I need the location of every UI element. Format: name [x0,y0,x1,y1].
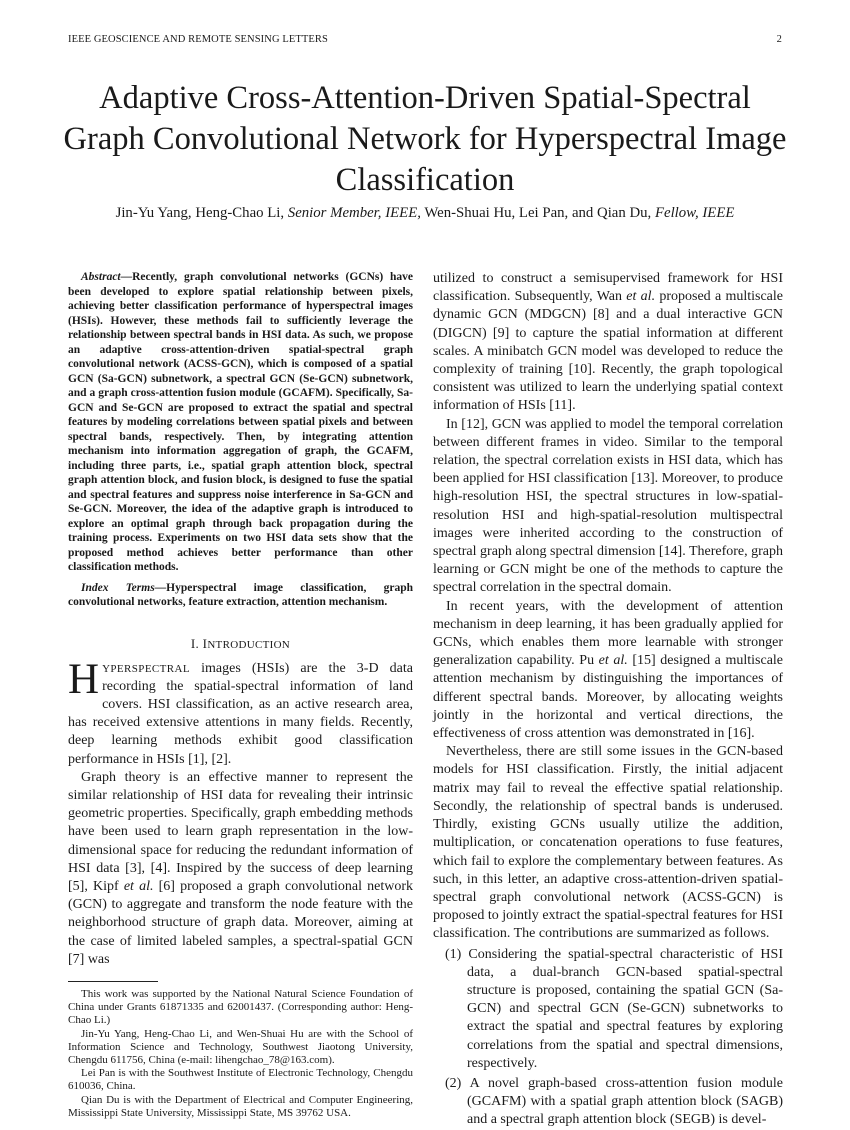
footnote-affiliation-2: Lei Pan is with the Southwest Institute of Electronic Technology, Chengdu 610036, China. [68,1067,413,1093]
intro-paragraph-2: Graph theory is an effective manner to represent the similar relationship of HSI data for revealing their intrinsic geometric properties. Specifically, graph embedding methods have been used to learn graph representation in the low-dimensional space for reducing the redundant information of HSI data [3], [4]. Inspired by the success of deep learning [5], Kipf et al. [6] proposed a graph convolutional network (GCN) to aggregate and transform the node feature with the neighborhood structure of graph data. Moreover, aiming at the case of limited labeled samples, a spectral-spatial GCN [7] was [68,769,413,967]
lead-smallcaps: YPERSPECTRAL [102,662,190,675]
footnote-rule [68,981,158,982]
left-column [68,270,413,1120]
abstract: Abstract—Recently, graph convolutional networks (GCNs) have been developed to explore spatial relationship between pixels, achieving better classification performance of hyperspectral images (HSIs). However, these methods fail to sufficiently leverage the relationship between spectral bands in HSI data. As such, we propose an adaptive cross-attention-driven spatial-spectral graph convolutional network (ACSS-GCN), which is composed of a spatial GCN (Sa-GCN) subnetwork, a spectral GCN (Se-GCN) subnetwork, and a graph cross-attention fusion module (GCAFM). Specifically, Sa-GCN and Se-GCN are proposed to extract the spatial and spectral features by modeling correlations between spatial pixels and between spectral bands, respectively. Then, by integrating attention mechanism into information aggregation of graph, the GCAFM, including three parts, i.e., spatial graph attention block, spectral graph attention block, and fusion block, is designed to fuse the spatial and spectral features and suppress noise interference in Sa-GCN and Se-GCN. Moreover, the idea of the adaptive graph is introduced to explore an optimal graph through back propagation during the training process. Experiments on two HSI data sets show that the proposed method achieves better performance than other classification methods. [68,271,413,573]
author-role-1: Senior Member, IEEE, [287,205,421,221]
abstract-text: Recently, graph convolutional networks (GCNs) have been developed to explore spatial relationship between pixels, achieving better classification performance of hyperspectral images (HSIs). However, these methods fail to sufficiently leverage the relationship between spectral bands in HSI data. As such, we propose an adaptive cross-attention-driven spatial-spectral graph convolutional network (ACSS-GCN), which is composed of a spatial GCN (Sa-GCN) subnetwork, a spectral GCN (Se-GCN) subnetwork, and a graph cross-attention fusion module (GCAFM). Specifically, Sa-GCN and Se-GCN are proposed to extract the spatial and spectral features by modeling correlations between spatial pixels and between spectral bands, respectively. Then, by integrating attention mechanism into information aggregation of graph, the GCAFM, including three parts, i.e., spatial graph attention block, spectral graph attention block, and fusion block, is designed to fuse the spatial and spectral features and suppress noise interference in Sa-GCN and Se-GCN. Moreover, the idea of the adaptive graph is introduced to explore an optimal graph through back propagation during the training process. Experiments on two HSI data sets show that the proposed method achieves better performance than other classification methods. [68,271,413,573]
author-names-2: Wen-Shuai Hu, Lei Pan, and Qian Du, [424,205,652,221]
footnote-affiliation-1: Jin-Yu Yang, Heng-Chao Li, and Wen-Shuai Hu are with the School of Information Science and Technology, Southwest Jiaotong University, Chengdu 611756, China (e-mail: lihengchao_78@163.com). [68,1027,413,1066]
author-names-1: Jin-Yu Yang, Heng-Chao Li, [115,205,285,221]
page-number: 2 [776,34,782,45]
right-paragraph-4: Nevertheless, there are still some issues in the GCN-based models for HSI classification. Firstly, the initial adjacent matrix may fail to reveal the effective spatial relationship. Secondly, the relationship of spectral bands is underused. Thirdly, existing GCNs usually utilize the addition, multiplication, or concatenation operations to fuse features, which fail to explore the complementary between features. As such, in this letter, an adaptive cross-attention-driven spatial-spectral graph convolutional network (ACSS-GCN) is proposed to jointly extract the spatial-spectral features for HSI classification. The contributions are summarized as follows. [433,744,783,942]
paper-title: Adaptive Cross-Attention-Driven Spatial-Spectral Graph Convolutional Network for Hyperspectral Image Classification [63,80,787,198]
right-paragraph-3: In recent years, with the development of attention mechanism in deep learning, it has been gradually applied for GCNs, which enables them more learnable with stronger generalization capability. Pu et al. [15] designed a multiscale attention mechanism by distinguishing the importances of different spectral bands. Moreover, by allocating weights jointly in the horizontal and vertical directions, the effectiveness of cross attention was demonstrated in [16]. [433,598,784,742]
right-paragraph-1: utilized to construct a semisupervised framework for HSI classification. Subsequently, Wan et al. proposed a multiscale dynamic GCN (MDGCN) [8] and a dual interactive GCN (DIGCN) [9] to capture the spatial information at different scales. A minibatch GCN model was developed to reduce the complexity of training [10]. Recently, the graph topological consistent was utilized to learn the underlying spatial context information of HSIs [11]. [433,271,783,414]
intro-paragraph-1: HYPERSPECTRAL images (HSIs) are the 3-D data recording the spatial-spectral information of land covers. HSI classification, as an active research area, has received extensive attentions in many fields. Recently, deep learning methods exhibit good classification performance in HSIs [1], [2]. [68,655,413,767]
footnote-affiliation-3: Qian Du is with the Department of Electrical and Computer Engineering, Mississippi State University, Mississippi State, MS 39762 USA. [68,1093,413,1119]
right-column [433,270,783,1130]
drop-cap: H [68,655,100,703]
index-terms-label: Index Terms [81,581,155,594]
contribution-item-1: (1) Considering the spatial-spectral characteristic of HSI data, a dual-branch GCN-based spatial-spectral structure is proposed, containing the spatial GCN (Sa-GCN) and spectral GCN (Se-GCN) subnetworks to extract the spatial and spectral features by exploring correlations from the spatial and spectral dimensions, respectively. [445,946,783,1071]
index-terms: Index Terms—Hyperspectral image classification, graph convolutional networks, feature extraction, attention mechanism. [68,581,413,608]
contribution-item-2: (2) A novel graph-based cross-attention fusion module (GCAFM) with a spatial graph attention block (SAGB) and a spectral graph attention block (SEGB) is devel- [445,1075,783,1128]
abstract-label: Abstract [81,271,121,283]
right-paragraph-2: In [12], GCN was applied to model the temporal correlation between different frames in video. Similar to the temporal relation, the spectral correlation exists in HSI data, which has been applied for HSI classification [13]. Moreover, to produce high-resolution HSI, the spectral structures in low-spatial-resolution HSI and high-spatial-resolution multispectral images were inherited according to the construction of spectral graph along spectral dimension [14]. Therefore, graph learning or GCN might be one of the methods to capture the spectral correlation in the spectral domain. [433,416,783,596]
author-role-2: Fellow, IEEE [654,205,735,221]
journal-name: IEEE GEOSCIENCE AND REMOTE SENSING LETTERS [68,34,328,45]
author-line [40,205,810,222]
running-head [68,34,782,45]
section-heading-introduction: I. INTRODUCTION [190,635,291,651]
footnote-funding: This work was supported by the National Natural Science Foundation of China under Grants 61871335 and 62001437. (Corresponding author: Heng-Chao Li.) [68,987,413,1027]
index-terms-text: Hyperspectral image classification, graph convolutional networks, feature extraction, attention mechanism. [68,581,413,608]
